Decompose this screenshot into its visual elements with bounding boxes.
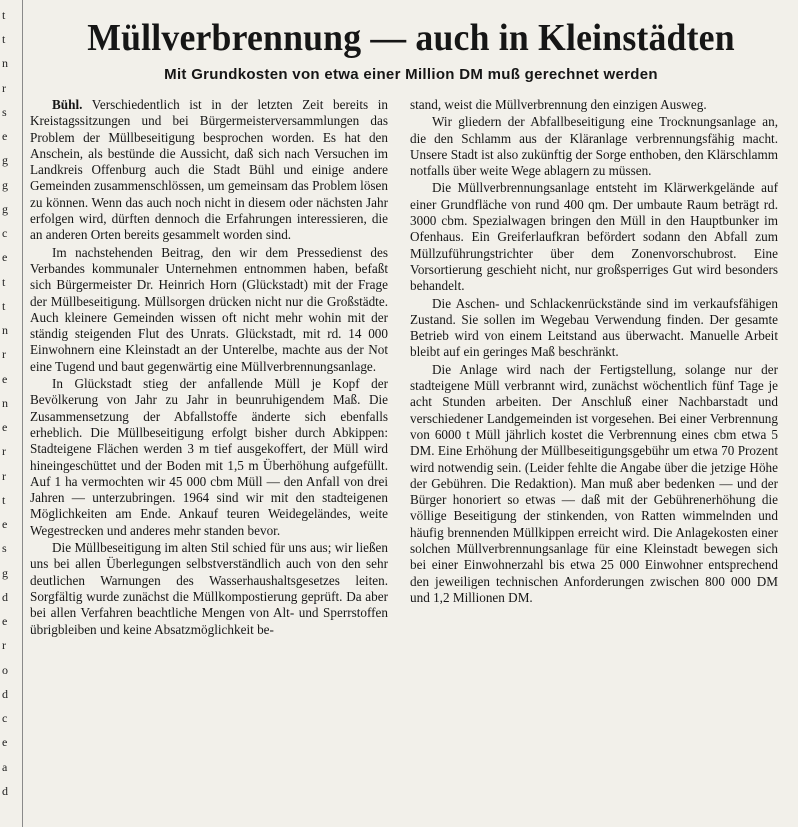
paragraph: Die Müllbeseitigung im alten Stil schied für uns aus; wir ließen uns bei allen Überlegungen selbstverständlich auch von den sehr deutlichen Warnungen des Wasserhaushaltsgesetzes leiten. Sorgfältig wurde zunächst die Müllkompostierung geprüft. Da aber bei allen Verfahren beachtliche Mengen von Alt- und Sperrstoffen übrigbleiben und keine Absatzmöglichkeit be- (30, 540, 388, 637)
edge-letter: e (2, 420, 8, 435)
edge-letter: t (2, 32, 6, 47)
edge-letter: e (2, 371, 8, 386)
edge-letter: n (2, 395, 8, 410)
right-column (410, 97, 778, 606)
paragraph: Im nachstehenden Beitrag, den wir dem Pressedienst des Verbandes kommunaler Unternehmen entnommen haben, befaßt sich Bürgermeister Dr. Heinrich Horn (Glückstadt) mit der Frage der Müllbeseitigung. Müllsorgen drücken nicht nur die Großstädte. Auch kleinere Gemeinden wissen oft nicht mehr wohin mit der ständig steigenden Flut des Unrats. Glückstadt, mit rd. 14 000 Einwohnern eine Kleinstadt an der Unterelbe, machte aus der Not eine Tugend und baut gegenwärtig eine Müllverbrennungsanlage. (30, 244, 388, 374)
paragraph: Die Aschen- und Schlackenrückstände sind im verkaufsfähigen Zustand. Sie sollen im Wegebau Verwendung finden. Der gesamte Betrieb wird von einem Leitstand aus überwacht. Manuelle Arbeit bleibt auf ein geringes Maß beschränkt. (410, 295, 778, 360)
paragraph: Die Müllverbrennungsanlage entsteht im Klärwerkgelände auf einer Grundfläche von rund 400 qm. Der umbaute Raum beträgt rd. 3000 cbm. Spezialwagen bringen den Müll in den Hauptbunker im Ofenhaus. Ein Greiferlaufkran befördert sodann den Abfall zum Müllzuführungstrichter über dem Zonenvorschubrost. Eine Vorsortierung geschieht nicht, nur großsperriges Gut wird besonders behandelt. (410, 180, 778, 294)
edge-letter: d (2, 783, 8, 798)
edge-letter: o (2, 662, 8, 677)
paragraph-intro (30, 97, 388, 244)
edge-letter: t (2, 8, 6, 22)
edge-letter: c (2, 711, 8, 726)
edge-letter: t (2, 492, 6, 507)
paragraph: In Glückstadt stieg der anfallende Müll je Kopf der Bevölkerung von Jahr zu Jahr in beunruhigendem Maß. Die Zusammensetzung der Abfallstoffe änderte sich ebenfalls erheblich. Die Müllbeseitigung erfolgt bisher durch Abkippen: Stadteigene Flächen werden 3 m tief ausgekoffert, der Müll wird hineingeschüttet und der Boden mit 1,5 m Überhöhung aufgefüllt. Auf 1 ha vermochten wir 45 000 cbm Müll — den Anfall von drei Jahren — unterzubringen. 1964 sind wir mit den stadteigenen Möglichkeiten am Ende. Ankauf teuren Weidegeländes, weite Wegestrecken und anderes mehr standen bevor. (30, 376, 388, 538)
edge-letter: e (2, 735, 8, 750)
edge-letter: r (2, 638, 6, 653)
edge-letter: s (2, 541, 7, 556)
paragraph: Wir gliedern der Abfallbeseitigung eine Trocknungsanlage an, die den Schlamm aus der Kläranlage verbrennungsfähig macht. Unsere Stadt ist also zukünftig der Sorge enthoben, den Klärschlamm notfalls über weite Wege ablagern zu müssen. (410, 114, 778, 179)
edge-letter: d (2, 589, 8, 604)
paragraph: stand, weist die Müllverbrennung den einzigen Ausweg. (410, 97, 707, 112)
edge-letter: g (2, 153, 8, 168)
paragraph: Die Anlage wird nach der Fertigstellung, solange nur der stadteigene Müll verbrannt wird, zunächst wöchentlich fünf Tage je acht Stunden arbeiten. Der Anschluß einer Nachbarstadt und verschiedener Landgemeinden ist vorgesehen. Bei einer Verbrennung von 6000 t Müll jährlich kostet die Verbrennung eines cbm etwa 5 DM. Eine Erhöhung der Müllbeseitigungsgebühr um etwa 70 Prozent wird notwendig sein. (Leider fehlte die Angabe über die jetzige Höhe der Gebühren. Die Redaktion). Man muß aber bedenken — und der Bürger honoriert so etwas — daß mit der Gebührenerhöhung die völlige Beseitigung der stinkenden, von Ratten wimmelnden und häufig brennenden Müllkippen erreicht wird. Die Anlagekosten einer solchen Müllverbrennungsanlage für eine Kleinstadt bewegen sich bei einer Einwohnerzahl bis etwa 25 000 Einwohner entsprechend den jeweiligen technischen Anforderungen zwischen 800 000 DM und 1,2 Millionen DM. (410, 361, 778, 605)
edge-letter: r (2, 80, 6, 95)
edge-letter: n (2, 323, 8, 338)
dateline: Bühl. (52, 97, 83, 112)
edge-letter: t (2, 298, 6, 313)
edge-letter: g (2, 177, 8, 192)
edge-letter: e (2, 614, 8, 629)
edge-letter: c (2, 226, 8, 241)
edge-letter: r (2, 444, 6, 459)
edge-letter: n (2, 56, 8, 71)
edge-letter: a (2, 759, 8, 774)
left-column (30, 97, 388, 638)
subheadline: Mit Grundkosten von etwa einer Million DM muß gerechnet werden (164, 66, 658, 83)
adjacent-column-edge (0, 0, 23, 827)
edge-letter: e (2, 517, 8, 532)
edge-letter: r (2, 347, 6, 362)
edge-letter: g (2, 201, 8, 216)
edge-letter: s (2, 104, 7, 119)
edge-letter: r (2, 468, 6, 483)
headline: Müllverbrennung — auch in Kleinstädten (87, 17, 735, 59)
paragraph-text: Verschiedentlich ist in der letzten Zeit bereits in Kreistagssitzungen und bei Bürgermeisterversammlungen das Problem der Müllbeseitigung besprochen worden. Es hat den Anschein, als bestünde die Aussicht, daß sich nach Versuchen im Landkreis Offenburg auch die Stadt Bühl und einige andere Gemeinden zusammenschlössen, um gemeinsam das Problem lösen zu können. Wenn das auch noch nicht in diesem oder nächsten Jahr erfolgen wird, dürften dennoch die Erfahrungen interessieren, die an anderen Orten bereits gesammelt worden sind. (30, 97, 389, 243)
edge-letter: e (2, 250, 8, 265)
edge-letter: e (2, 129, 8, 144)
edge-letter: g (2, 565, 8, 580)
edge-letter: t (2, 274, 6, 289)
edge-letter: d (2, 686, 8, 701)
